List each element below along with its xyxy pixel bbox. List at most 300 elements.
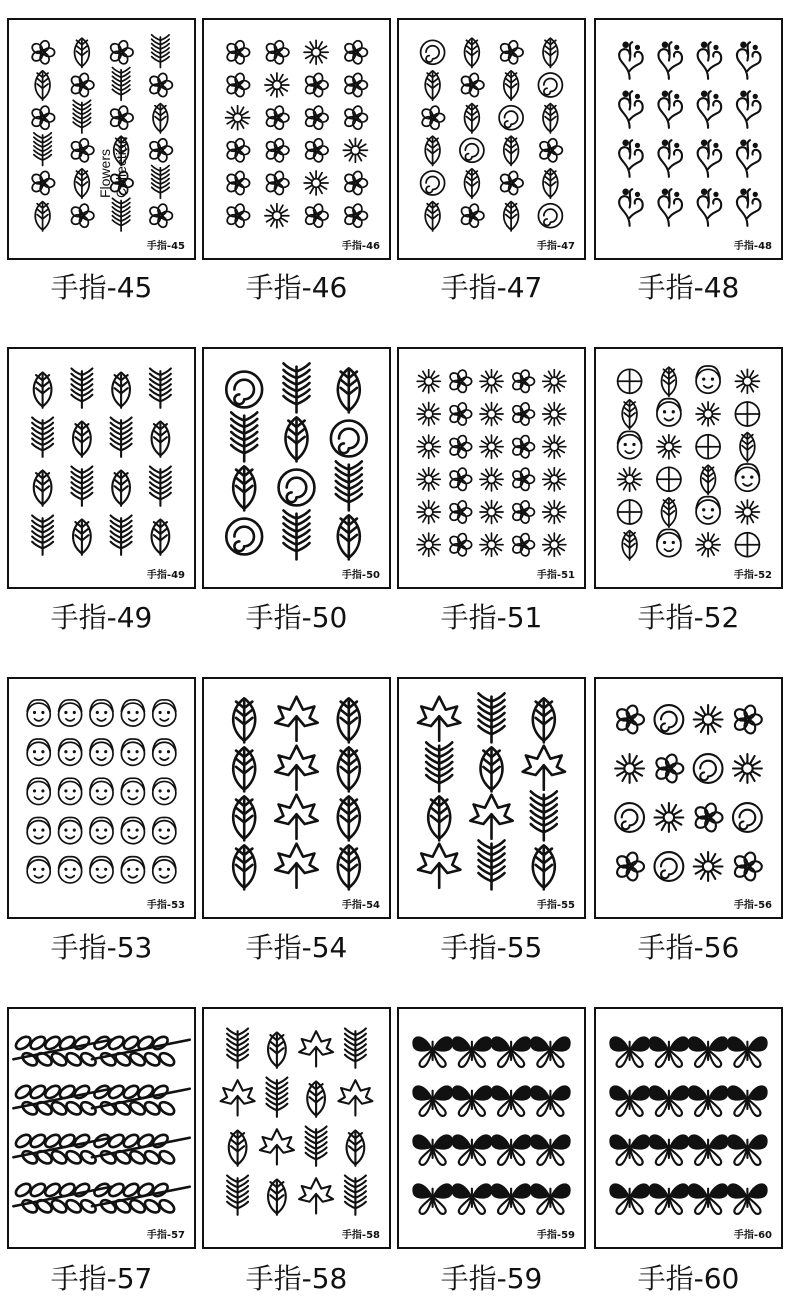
butterfly-icon bbox=[649, 1085, 690, 1116]
fern-icon bbox=[152, 166, 169, 199]
rose-icon bbox=[615, 803, 644, 832]
maple-icon bbox=[299, 1178, 333, 1213]
butterfly-icon bbox=[688, 1085, 729, 1116]
flower-icon bbox=[693, 802, 722, 833]
flower-icon bbox=[343, 105, 367, 131]
swirl-icon bbox=[698, 189, 722, 226]
leaf-icon bbox=[34, 372, 52, 407]
pattern-card-48[interactable] bbox=[594, 18, 783, 260]
flower-sprig-artwork bbox=[9, 20, 194, 258]
face-icon bbox=[59, 778, 82, 804]
flower-icon bbox=[733, 704, 762, 735]
icon-icon bbox=[735, 533, 759, 557]
flower-icon bbox=[343, 72, 367, 98]
fern-icon bbox=[231, 412, 257, 461]
rose-icon bbox=[460, 138, 484, 162]
rose-icon bbox=[499, 106, 523, 130]
pattern-card-55[interactable] bbox=[397, 677, 586, 919]
pattern-card-45[interactable] bbox=[7, 18, 196, 260]
leaf-icon bbox=[480, 747, 502, 791]
leaf-icon bbox=[662, 367, 677, 396]
butterfly-icon bbox=[491, 1036, 532, 1067]
leaf-icon bbox=[152, 421, 170, 456]
flower-icon bbox=[30, 170, 54, 196]
flower-icon bbox=[511, 434, 534, 459]
card-tag: 手指-49 bbox=[146, 566, 186, 581]
butterfly-icon bbox=[649, 1134, 690, 1165]
flower-icon bbox=[304, 105, 328, 131]
maple-icon bbox=[299, 1031, 333, 1066]
flower-icon bbox=[511, 500, 534, 525]
maple-icon bbox=[275, 795, 317, 839]
flower-icon bbox=[109, 40, 133, 66]
fern-icon bbox=[71, 467, 92, 506]
leaf-icon bbox=[465, 169, 480, 198]
daisy-icon bbox=[696, 533, 720, 557]
leaf-icon bbox=[75, 169, 90, 198]
leaf-icon bbox=[34, 470, 52, 505]
daisy-icon bbox=[480, 435, 503, 458]
card-caption: 手指-60 bbox=[637, 1262, 740, 1295]
daisy-icon bbox=[694, 705, 723, 734]
card-caption: 手指-48 bbox=[637, 271, 740, 304]
butterfly-icon bbox=[412, 1183, 453, 1214]
face-icon bbox=[90, 817, 113, 843]
flower-icon bbox=[343, 203, 367, 229]
butterfly-icon bbox=[491, 1183, 532, 1214]
flower-icon bbox=[511, 467, 534, 492]
card-caption: 手指-57 bbox=[50, 1262, 153, 1295]
flower-icon bbox=[733, 851, 762, 882]
card-tag: 手指-54 bbox=[341, 896, 381, 911]
fern-icon bbox=[34, 133, 51, 166]
butterfly-icon bbox=[688, 1134, 729, 1165]
leaf-icon bbox=[622, 531, 637, 560]
daisy-icon bbox=[226, 106, 250, 130]
face-icon bbox=[90, 857, 113, 883]
fern-icon bbox=[150, 467, 171, 506]
fern-icon bbox=[478, 840, 504, 889]
flower-icon bbox=[343, 170, 367, 196]
butterfly-icon bbox=[412, 1085, 453, 1116]
flower-icon bbox=[654, 753, 683, 784]
butterfly-icon bbox=[530, 1036, 571, 1067]
blossom-cluster-artwork bbox=[204, 20, 389, 258]
pattern-card-46[interactable] bbox=[202, 18, 391, 260]
fern-icon bbox=[152, 35, 169, 68]
leaf-icon bbox=[35, 202, 50, 231]
butterfly-icon bbox=[688, 1036, 729, 1067]
fern-icon bbox=[71, 369, 92, 408]
face-icon bbox=[59, 700, 82, 726]
daisy-icon bbox=[417, 435, 440, 458]
pattern-card-50[interactable] bbox=[202, 347, 391, 589]
card-caption: 手指-58 bbox=[245, 1262, 348, 1295]
card-caption: 手指-46 bbox=[245, 271, 348, 304]
rose-icon bbox=[421, 40, 445, 64]
pattern-card-59[interactable] bbox=[397, 1007, 586, 1249]
leaf-icon bbox=[112, 372, 130, 407]
daisy-icon bbox=[417, 468, 440, 491]
leaf-icon bbox=[233, 466, 255, 510]
swirl-icon bbox=[698, 91, 722, 128]
leaf-icon bbox=[622, 400, 637, 429]
fern-maple-artwork bbox=[204, 1009, 389, 1247]
pattern-card-54[interactable] bbox=[202, 677, 391, 919]
flower-icon bbox=[225, 40, 249, 66]
card-tag: 手指-60 bbox=[733, 1226, 773, 1241]
card-tag: 手指-57 bbox=[146, 1226, 186, 1241]
pattern-card-53[interactable] bbox=[7, 677, 196, 919]
lily-rose-artwork bbox=[596, 679, 781, 917]
leaf-icon bbox=[504, 136, 519, 165]
face-icon bbox=[59, 817, 82, 843]
face-icon bbox=[153, 857, 176, 883]
card-tag: 手指-52 bbox=[733, 566, 773, 581]
leaf-icon bbox=[268, 1032, 286, 1067]
swirl-icon bbox=[619, 140, 643, 177]
icon-icon bbox=[735, 402, 759, 426]
face-icon bbox=[59, 857, 82, 883]
maple-icon bbox=[275, 844, 317, 888]
flower-icon bbox=[265, 40, 289, 66]
butterfly-icon bbox=[530, 1183, 571, 1214]
card-tag: 手指-50 bbox=[341, 566, 381, 581]
fern-icon bbox=[112, 198, 129, 231]
flower-icon bbox=[148, 138, 172, 164]
pattern-card-58[interactable] bbox=[202, 1007, 391, 1249]
card-tag: 手指-58 bbox=[341, 1226, 381, 1241]
flower-icon bbox=[70, 72, 94, 98]
face-icon bbox=[153, 700, 176, 726]
leaf-icon bbox=[504, 202, 519, 231]
daisy-icon bbox=[615, 754, 644, 783]
face-icon bbox=[27, 700, 50, 726]
butterfly-icon bbox=[530, 1085, 571, 1116]
card-caption: 手指-50 bbox=[245, 601, 348, 634]
card-caption: 手指-59 bbox=[440, 1262, 543, 1295]
card-tag: 手指-51 bbox=[536, 566, 576, 581]
daisy-icon bbox=[480, 402, 503, 425]
leaf-icon bbox=[425, 202, 440, 231]
leaf-icon bbox=[229, 1130, 247, 1165]
card-caption: 手指-51 bbox=[440, 601, 543, 634]
butterfly-icon bbox=[609, 1183, 650, 1214]
face-icon bbox=[59, 739, 82, 765]
rose-icon bbox=[226, 372, 262, 408]
leaf-icon bbox=[662, 498, 677, 527]
flower-icon bbox=[304, 138, 328, 164]
cute-icons-artwork bbox=[596, 349, 781, 587]
palm-leaf-artwork bbox=[399, 679, 584, 917]
card-tag: 手指-47 bbox=[536, 237, 576, 252]
fern-icon bbox=[112, 68, 129, 101]
pattern-card-47[interactable] bbox=[397, 18, 586, 260]
maple-icon bbox=[418, 844, 460, 888]
leaf-icon bbox=[233, 698, 255, 742]
flower-icon bbox=[225, 170, 249, 196]
leaf-icon bbox=[233, 796, 255, 840]
maple-icon bbox=[338, 1080, 372, 1115]
card-tag: 手指-46 bbox=[341, 237, 381, 252]
swirl-icon bbox=[658, 189, 682, 226]
swirl-icon bbox=[737, 91, 761, 128]
daisy-icon bbox=[543, 370, 566, 393]
flower-icon bbox=[265, 105, 289, 131]
fern-icon bbox=[336, 461, 362, 510]
face-icon bbox=[27, 817, 50, 843]
pattern-card-57[interactable] bbox=[7, 1007, 196, 1249]
face-icon bbox=[90, 700, 113, 726]
flower-icon bbox=[30, 105, 54, 131]
flower-icon bbox=[70, 203, 94, 229]
card-caption: 手指-54 bbox=[245, 931, 348, 964]
rose-icon bbox=[331, 421, 367, 457]
card-caption: 手指-45 bbox=[50, 271, 153, 304]
daisy-icon bbox=[618, 467, 642, 491]
daisy-icon bbox=[417, 533, 440, 556]
butterfly-artwork bbox=[596, 1009, 781, 1247]
swirl-icon bbox=[658, 42, 682, 79]
face-icon bbox=[121, 739, 144, 765]
flower-icon bbox=[538, 138, 562, 164]
butterfly-icon bbox=[452, 1036, 493, 1067]
leaf-icon bbox=[307, 1081, 325, 1116]
flower-icon bbox=[499, 40, 523, 66]
butterfly-icon bbox=[688, 1183, 729, 1214]
flower-icon bbox=[304, 203, 328, 229]
card-caption: 手指-53 bbox=[50, 931, 153, 964]
flower-icon bbox=[30, 40, 54, 66]
fern-icon bbox=[32, 516, 53, 555]
face-icon bbox=[27, 778, 50, 804]
pattern-card-60[interactable] bbox=[594, 1007, 783, 1249]
face-icon bbox=[121, 700, 144, 726]
butterfly-icon bbox=[649, 1036, 690, 1067]
flower-icon bbox=[109, 105, 133, 131]
leaf-icon bbox=[73, 421, 91, 456]
pattern-card-52[interactable] bbox=[594, 347, 783, 589]
swirl-icon bbox=[737, 42, 761, 79]
flower-icon bbox=[460, 72, 484, 98]
leaf-icon bbox=[338, 796, 360, 840]
butterfly-artwork bbox=[399, 1009, 584, 1247]
leaf-icon bbox=[425, 71, 440, 100]
leafy-branch-artwork bbox=[9, 1009, 194, 1247]
flower-icon bbox=[148, 72, 172, 98]
flower-icon bbox=[225, 138, 249, 164]
butterfly-icon bbox=[727, 1036, 768, 1067]
daisy-icon bbox=[543, 402, 566, 425]
flower-icon bbox=[615, 851, 644, 882]
face-icon bbox=[153, 739, 176, 765]
face-icon bbox=[27, 857, 50, 883]
leaf-icon bbox=[465, 104, 480, 133]
swirl-icon bbox=[658, 91, 682, 128]
leaf-icon bbox=[338, 747, 360, 791]
card-tag: 手指-53 bbox=[146, 896, 186, 911]
leaf-outline-artwork bbox=[204, 679, 389, 917]
leaf-icon bbox=[701, 465, 716, 494]
face-icon bbox=[696, 497, 720, 524]
flower-icon bbox=[511, 402, 534, 427]
rose-icon bbox=[733, 803, 762, 832]
fern-icon bbox=[306, 1127, 327, 1166]
flower-icon bbox=[70, 138, 94, 164]
rose-icon bbox=[694, 754, 723, 783]
card-tag: 手指-59 bbox=[536, 1226, 576, 1241]
butterfly-icon bbox=[727, 1134, 768, 1165]
face-icon bbox=[153, 817, 176, 843]
flower-icon bbox=[225, 72, 249, 98]
leaf-icon bbox=[338, 515, 360, 559]
card-caption: 手指-52 bbox=[637, 601, 740, 634]
daisy-icon bbox=[694, 852, 723, 881]
daisy-artwork bbox=[399, 349, 584, 587]
face-icon bbox=[121, 817, 144, 843]
rose-leaf-artwork bbox=[399, 20, 584, 258]
butterfly-icon bbox=[609, 1036, 650, 1067]
swirl-icon bbox=[658, 140, 682, 177]
daisy-icon bbox=[480, 500, 503, 523]
leaf-icon bbox=[338, 845, 360, 889]
flower-icon bbox=[448, 369, 471, 394]
fern-icon bbox=[345, 1176, 366, 1215]
leaf-icon bbox=[543, 169, 558, 198]
leaf-icon bbox=[75, 38, 90, 67]
face-icon bbox=[657, 529, 681, 556]
daisy-icon bbox=[733, 754, 762, 783]
maple-icon bbox=[523, 746, 565, 790]
butterfly-icon bbox=[452, 1183, 493, 1214]
pattern-card-49[interactable] bbox=[7, 347, 196, 589]
fern-icon bbox=[227, 1176, 248, 1215]
fern-icon bbox=[283, 363, 309, 412]
peony-leaf-artwork bbox=[204, 349, 389, 587]
face-icon bbox=[153, 778, 176, 804]
flower-icon bbox=[511, 369, 534, 394]
fern-icon bbox=[111, 418, 132, 457]
rose-icon bbox=[226, 519, 262, 555]
leaf-icon bbox=[465, 38, 480, 67]
cartoon-face-artwork bbox=[9, 679, 194, 917]
pattern-card-51[interactable] bbox=[397, 347, 586, 589]
flower-icon bbox=[448, 434, 471, 459]
icon-icon bbox=[618, 369, 642, 393]
daisy-icon bbox=[480, 533, 503, 556]
daisy-icon bbox=[304, 40, 328, 64]
flower-icon bbox=[343, 40, 367, 66]
fern-icon bbox=[111, 516, 132, 555]
card-tag: 手指-45 bbox=[146, 237, 186, 252]
pattern-card-56[interactable] bbox=[594, 677, 783, 919]
leaf-icon bbox=[347, 1130, 365, 1165]
swirl-icon bbox=[698, 42, 722, 79]
swirl-icon bbox=[737, 189, 761, 226]
butterfly-icon bbox=[649, 1183, 690, 1214]
maple-icon bbox=[275, 746, 317, 790]
flower-icon bbox=[265, 170, 289, 196]
card-caption: 手指-49 bbox=[50, 601, 153, 634]
icon-icon bbox=[618, 500, 642, 524]
face-icon bbox=[121, 857, 144, 883]
flower-icon bbox=[499, 170, 523, 196]
daisy-icon bbox=[543, 500, 566, 523]
leaf-icon bbox=[73, 519, 91, 554]
flower-icon bbox=[225, 203, 249, 229]
butterfly-icon bbox=[412, 1134, 453, 1165]
rose-icon bbox=[279, 470, 315, 506]
flower-icon bbox=[448, 467, 471, 492]
butterfly-icon bbox=[530, 1134, 571, 1165]
fern-icon bbox=[531, 791, 557, 840]
leaf-icon bbox=[338, 368, 360, 412]
icon-icon bbox=[696, 435, 720, 459]
card-caption: 手指-56 bbox=[637, 931, 740, 964]
leaf-icon bbox=[268, 1179, 286, 1214]
flower-icon bbox=[460, 203, 484, 229]
rose-icon bbox=[538, 204, 562, 228]
card-tag: 手指-48 bbox=[733, 237, 773, 252]
daisy-icon bbox=[417, 370, 440, 393]
maple-icon bbox=[221, 1080, 255, 1115]
rose-icon bbox=[538, 73, 562, 97]
daisy-icon bbox=[543, 533, 566, 556]
face-icon bbox=[657, 399, 681, 426]
butterfly-icon bbox=[412, 1036, 453, 1067]
face-icon bbox=[121, 778, 144, 804]
flower-icon bbox=[511, 532, 534, 557]
butterfly-icon bbox=[452, 1085, 493, 1116]
daisy-icon bbox=[265, 204, 289, 228]
rose-icon bbox=[421, 171, 445, 195]
card-caption: 手指-47 bbox=[440, 271, 543, 304]
butterfly-icon bbox=[491, 1134, 532, 1165]
fern-icon bbox=[283, 510, 309, 559]
daisy-icon bbox=[696, 402, 720, 426]
fern-icon bbox=[150, 369, 171, 408]
face-icon bbox=[618, 431, 642, 458]
flower-icon bbox=[420, 105, 444, 131]
daisy-icon bbox=[654, 803, 683, 832]
swirl-icon bbox=[619, 42, 643, 79]
leaf-icon bbox=[35, 71, 50, 100]
butterfly-icon bbox=[609, 1134, 650, 1165]
swirl-icon bbox=[737, 140, 761, 177]
leaf-icon bbox=[338, 698, 360, 742]
card-tag: 手指-55 bbox=[536, 896, 576, 911]
daisy-icon bbox=[735, 369, 759, 393]
swirl-icon bbox=[619, 189, 643, 226]
butterfly-icon bbox=[609, 1085, 650, 1116]
leaf-icon bbox=[533, 845, 555, 889]
card-tag: 手指-56 bbox=[733, 896, 773, 911]
face-icon bbox=[735, 464, 759, 491]
daisy-icon bbox=[417, 402, 440, 425]
flower-icon bbox=[148, 203, 172, 229]
fern-icon bbox=[32, 418, 53, 457]
daisy-icon bbox=[304, 171, 328, 195]
flower-icon bbox=[448, 500, 471, 525]
flower-icon bbox=[448, 402, 471, 427]
leaf-icon bbox=[504, 71, 519, 100]
rose-icon bbox=[654, 705, 683, 734]
leaf-icon bbox=[425, 136, 440, 165]
leaf-icon bbox=[112, 470, 130, 505]
daisy-icon bbox=[543, 468, 566, 491]
daisy-icon bbox=[480, 370, 503, 393]
flowers-title-text: Flowers bbox=[97, 148, 113, 198]
